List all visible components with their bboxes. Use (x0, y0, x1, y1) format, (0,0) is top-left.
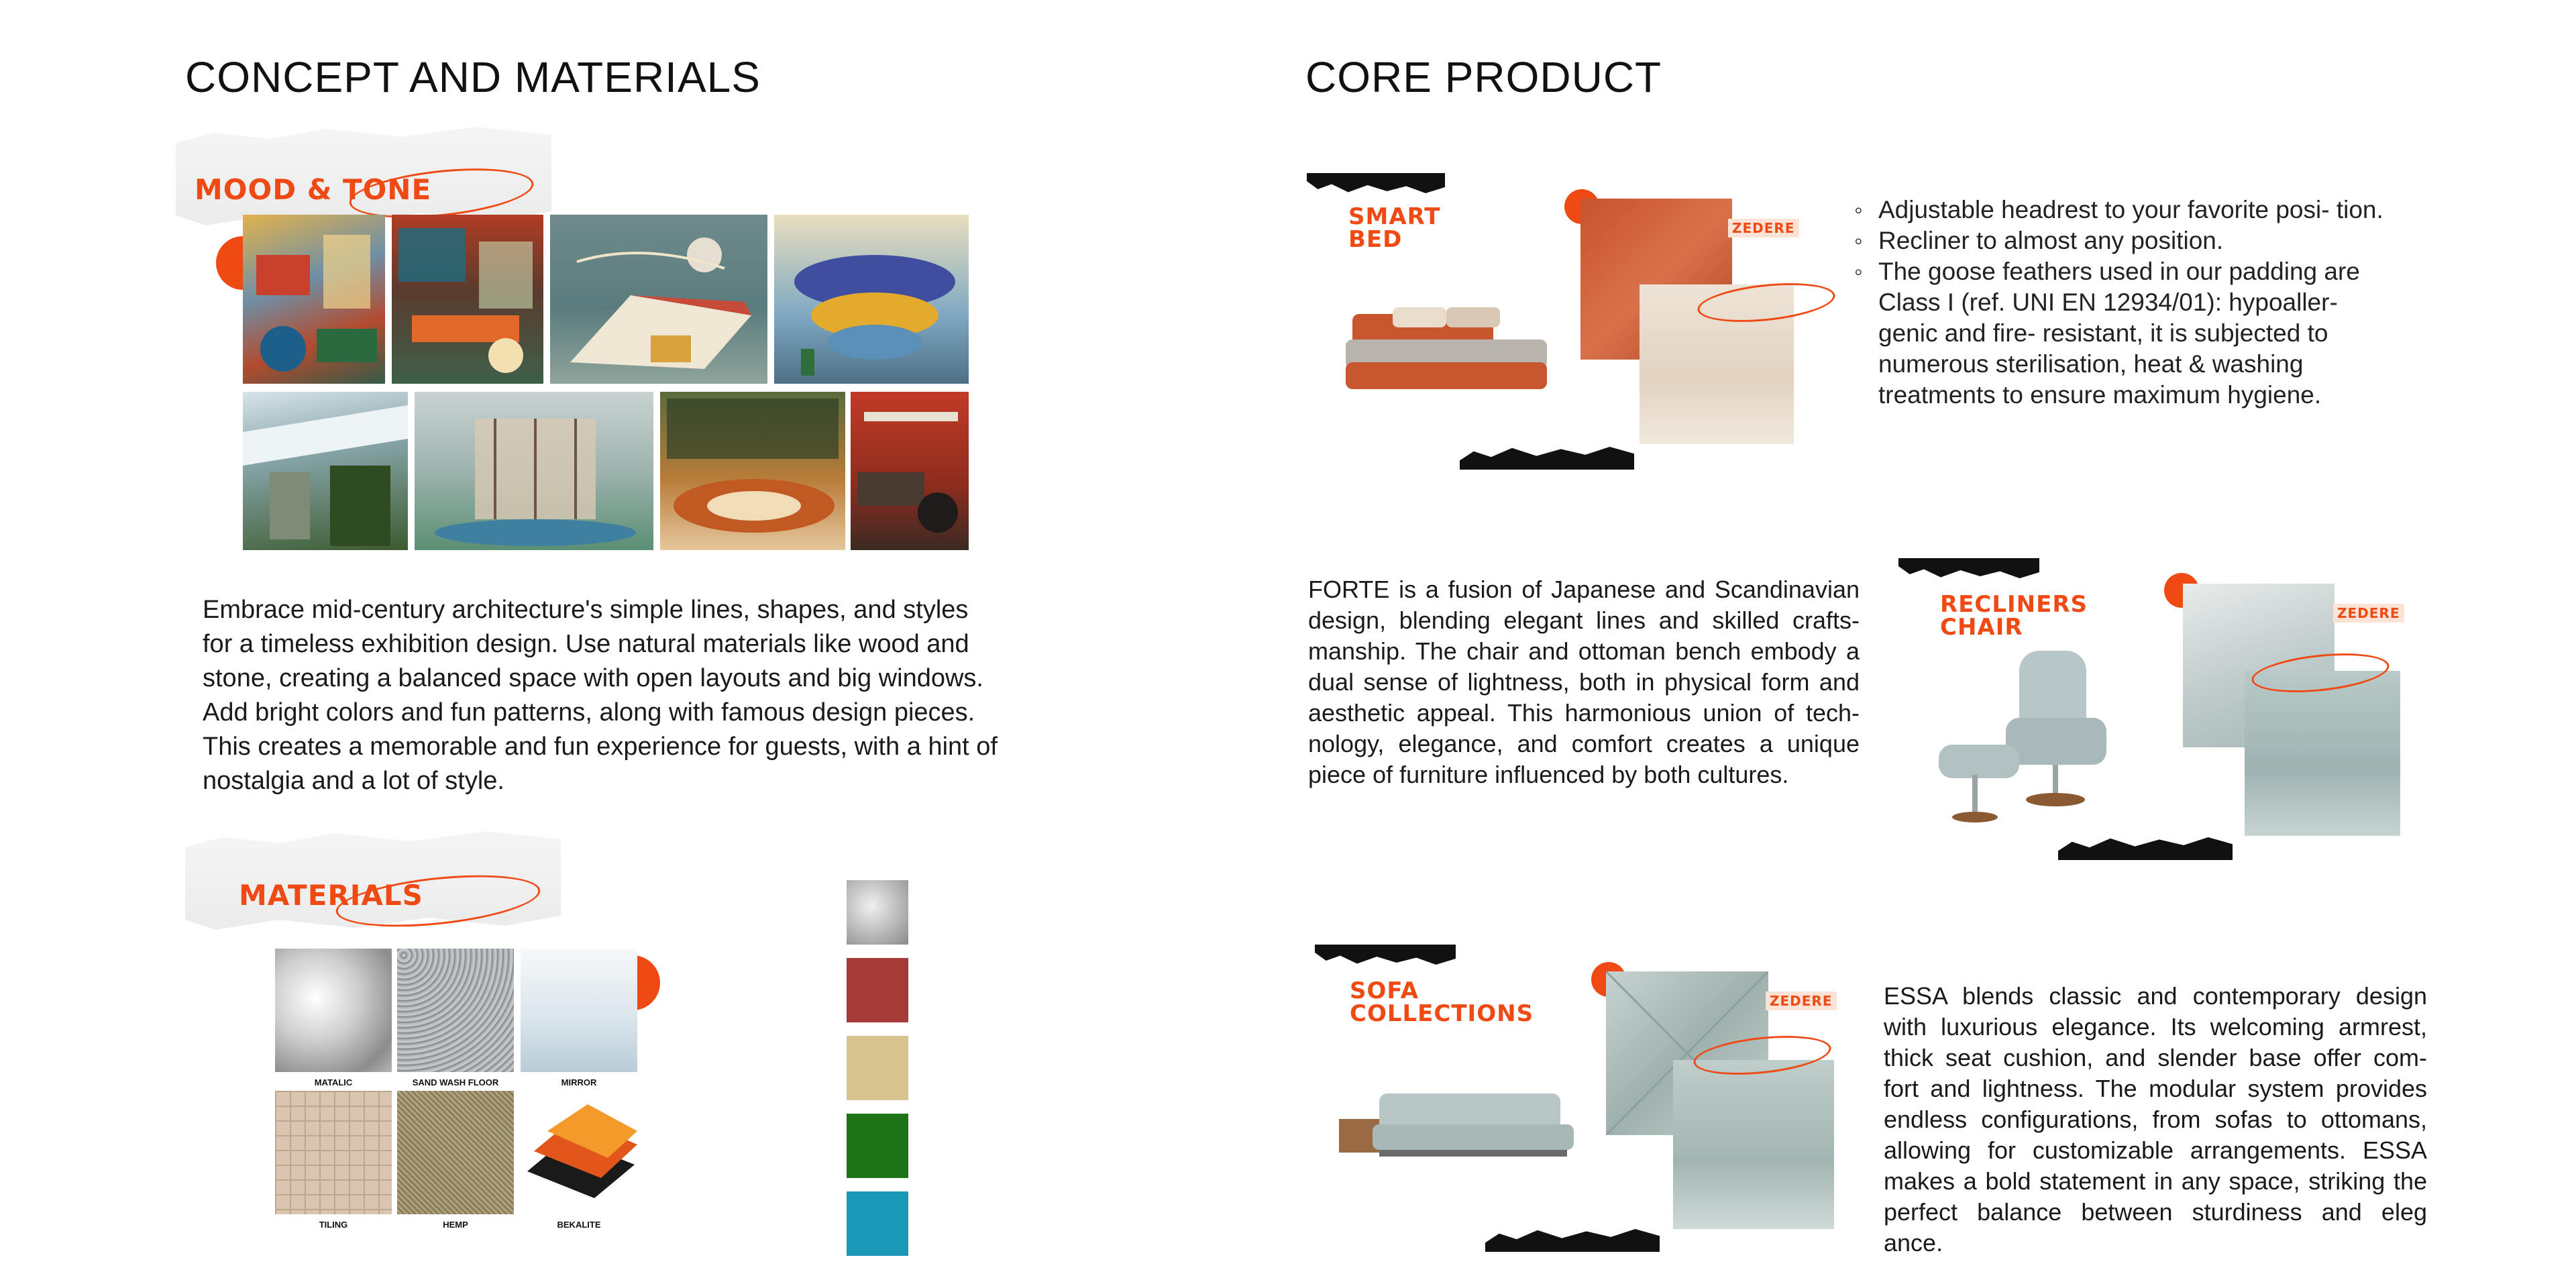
mood-image-5 (243, 392, 408, 550)
forte-paragraph: FORTE is a fusion of Japanese and Scandinavian design, blending elegant lines and skilled crafts- manship. The chair and ottoman bench embody a dual sense of lightness, both in physical form and aesthetic appeal. This harmonious union of tech- nology, elegance, and comfort creates a unique piece of furniture influenced by both cultures. (1308, 576, 1860, 788)
sofa-detail-2 (1673, 1060, 1834, 1229)
bed-feature-1: ◦ Adjustable headrest to your favorite posi- tion. (1851, 195, 2388, 225)
concept-materials-title: CONCEPT AND MATERIALS (185, 53, 761, 101)
concept-paragraph: Embrace mid-century architecture's simple lines, shapes, and styles for a timeless exhibition design. Use natural materials like wood and stone, creating a balanced space with open layouts and big windows. Add bright colors and fun patterns, along with famous design pieces. This creates a memorable and fun experience for guests, with a hint of nostalgia and a lot of style. (203, 596, 998, 795)
material-label-hemp: HEMP (443, 1220, 468, 1230)
recliner-chair-image (1932, 644, 2133, 832)
bed-feature-list (1851, 195, 2388, 411)
sofa-collections-label-line1: SOFA (1350, 977, 1419, 1004)
material-label-metallic: MATALIC (314, 1077, 353, 1087)
material-label-bekalite: BEKALITE (557, 1220, 601, 1230)
recliners-chair-label-line2: CHAIR (1940, 614, 2023, 641)
recliners-chair-label (1940, 593, 2088, 639)
material-label-tiling: TILING (319, 1220, 348, 1230)
sofa-collections-label (1350, 979, 1534, 1025)
mood-image-7 (660, 392, 845, 550)
material-hemp (397, 1091, 514, 1214)
material-label-sand-wash-floor: SAND WASH FLOOR (412, 1077, 499, 1087)
bed-torn-top (1307, 173, 1445, 193)
material-mirror (521, 949, 637, 1072)
mood-image-4 (774, 215, 969, 384)
bed-torn-bottom (1460, 447, 1634, 470)
smart-bed-label-line2: BED (1348, 226, 1403, 253)
smart-bed-label (1348, 205, 1440, 251)
material-label-mirror: MIRROR (561, 1077, 597, 1087)
palette-swatch-5 (847, 1191, 908, 1256)
material-sand-wash-floor (397, 949, 514, 1072)
smart-bed-image (1339, 302, 1554, 403)
smart-bed-label-line1: SMART (1348, 203, 1441, 230)
mood-image-1 (243, 215, 385, 384)
palette-swatch-1 (847, 880, 908, 945)
chair-torn-bottom (2058, 837, 2233, 860)
mood-tone-label: MOOD & TONE (195, 173, 432, 206)
sofa-torn-top (1315, 945, 1456, 965)
material-metallic (275, 949, 392, 1072)
bed-brand-label: ZEDERE (1728, 219, 1799, 237)
palette-swatch-3 (847, 1036, 908, 1100)
material-bekalite (521, 1091, 637, 1214)
palette-swatch-4 (847, 1114, 908, 1178)
sofa-image (1339, 1087, 1580, 1167)
chair-detail-2 (2245, 671, 2400, 836)
sofa-torn-bottom (1485, 1229, 1660, 1252)
sofa-brand-label: ZEDERE (1766, 992, 1837, 1010)
mood-image-3 (550, 215, 767, 384)
chair-torn-top (1898, 558, 2039, 578)
chair-brand-label: ZEDERE (2333, 604, 2404, 623)
sofa-collections-label-line2: COLLECTIONS (1350, 1000, 1534, 1027)
material-tiling (275, 1091, 392, 1214)
essa-paragraph: ESSA blends classic and contemporary design with luxurious elegance. Its welcoming armrest, thick seat cushion, and slender base offer com- fort and lightness. The modular system provides endless configurations, from sofas to ottomans, allowing for customizable arrangements. ESSA makes a bold statement in any space, striking the perfect balance between sturdiness and eleg ance. (1884, 982, 2427, 1257)
recliners-chair-label-line1: RECLINERS (1940, 591, 2088, 618)
bed-feature-2: ◦ Recliner to almost any position. (1851, 225, 2388, 256)
materials-label: MATERIALS (239, 879, 423, 912)
mood-image-8 (851, 392, 969, 550)
core-product-title: CORE PRODUCT (1305, 53, 1662, 101)
palette-swatch-2 (847, 958, 908, 1022)
bed-feature-3: ◦ The goose feathers used in our padding are Class I (ref. UNI EN 12934/01): hypoaller- genic and fire- resistant, it is subjected to numerous sterilisation, heat & washing treatments to ensure maximum hygiene. (1851, 256, 2388, 411)
mood-image-6 (415, 392, 653, 550)
mood-image-2 (392, 215, 543, 384)
